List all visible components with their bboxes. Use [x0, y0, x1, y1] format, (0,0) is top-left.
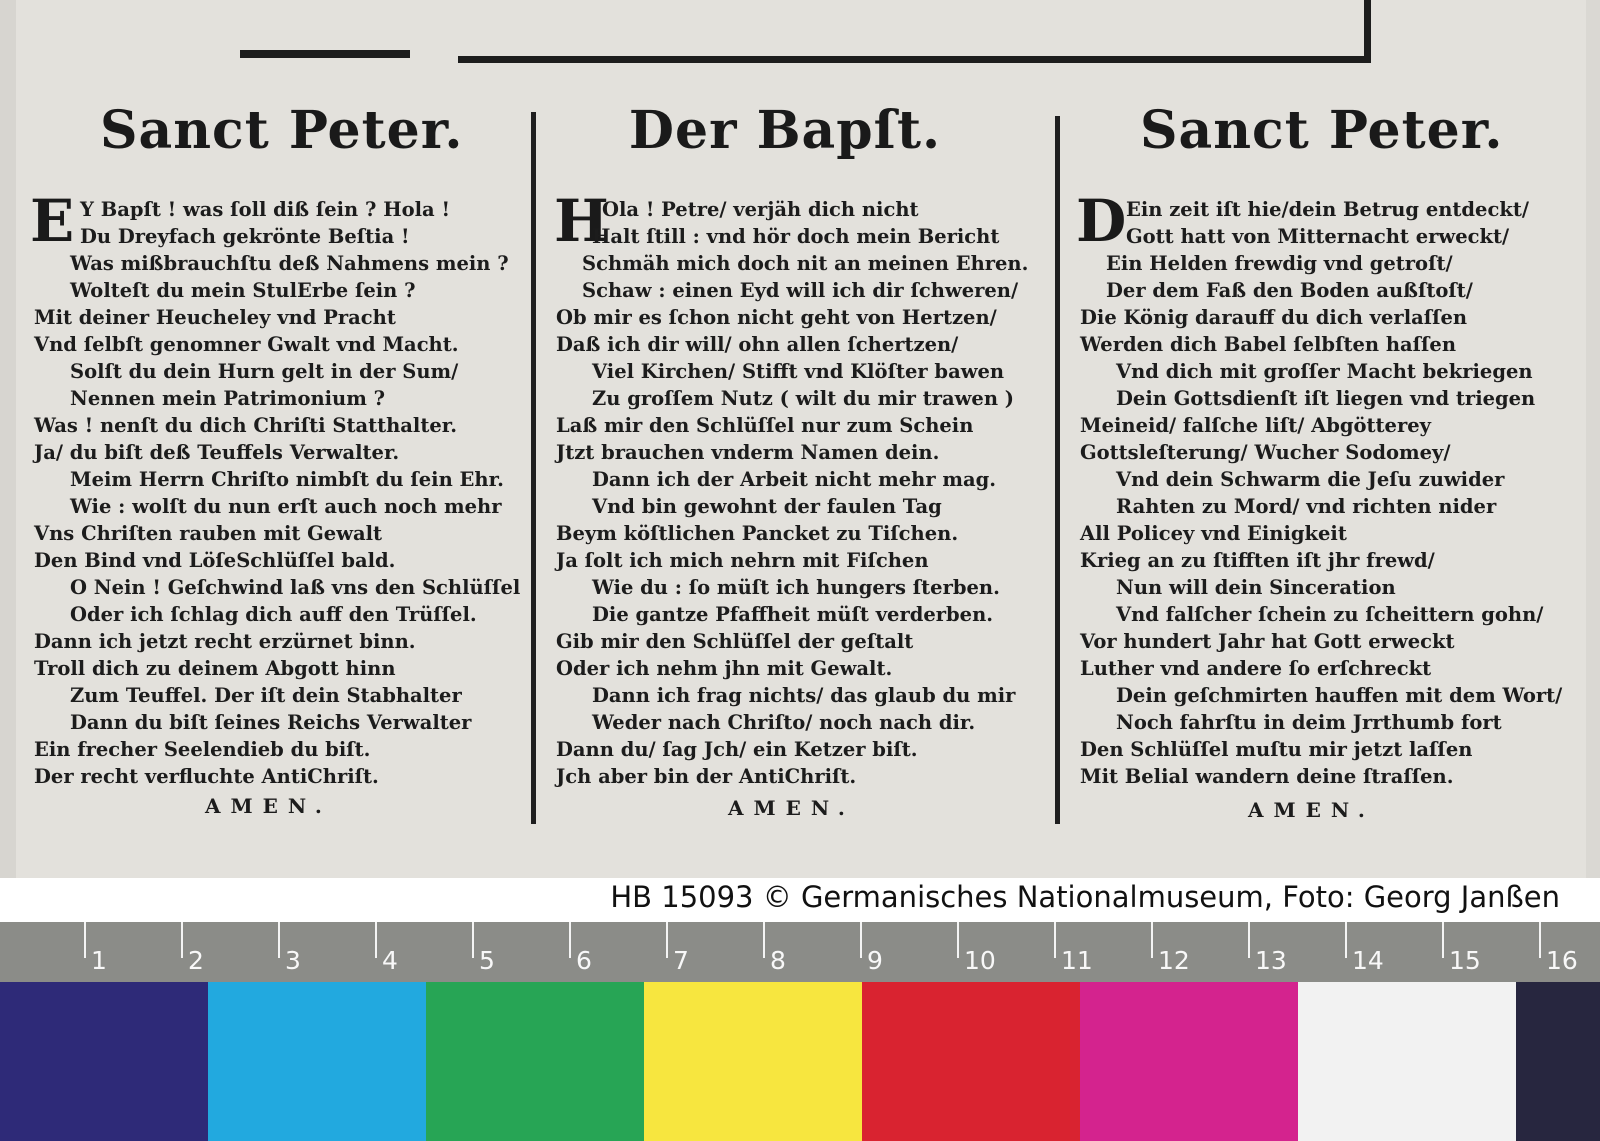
verse-line: Solſt du dein Hurn gelt in der Sum/ [70, 360, 459, 383]
verse-line: Wie du : ſo müſt ich hungers ſterben. [592, 576, 1000, 599]
verse-line: Jtzt brauchen vnderm Namen dein. [556, 441, 940, 464]
drop-capital: E [30, 187, 75, 255]
ruler-tick [1539, 922, 1541, 958]
photo-credit-caption: HB 15093 © Germanisches Nationalmuseum, Foto: Georg Janßen [610, 880, 1560, 914]
drop-capital: H [554, 187, 609, 255]
ruler-label: 13 [1255, 946, 1287, 975]
verse-line: Werden dich Babel ſelbſten haſſen [1080, 333, 1457, 356]
ruler-label: 6 [576, 946, 592, 975]
column-divider [531, 112, 536, 824]
verse-line: Gottsleſterung/ Wucher Sodomey/ [1080, 441, 1451, 464]
ruler-tick [569, 922, 571, 958]
verse-block [1080, 196, 1562, 790]
amen-closing: AMEN. [728, 796, 855, 820]
verse-line: Ein Helden frewdig vnd getroſt/ [1106, 252, 1453, 275]
verse-line: Den Schlüſſel muſtu mir jetzt laſſen [1080, 738, 1473, 761]
verse-line: Luther vnd andere ſo erſchreckt [1080, 657, 1432, 680]
frame-border-corner [1364, 0, 1371, 63]
verse-line: Vnd bin gewohnt der faulen Tag [592, 495, 942, 518]
verse-line: Ja/ du biſt deß Teuffels Verwalter. [34, 441, 400, 464]
verse-line: Vns Chriſten rauben mit Gewalt [34, 522, 383, 545]
ruler-tick [1054, 922, 1056, 958]
color-swatch [1516, 982, 1600, 1141]
ruler-label: 10 [964, 946, 996, 975]
verse-line: Zum Teuffel. Der iſt dein Stabhalter [70, 684, 462, 707]
drop-capital: D [1076, 187, 1127, 255]
frame-border-left [240, 50, 410, 58]
verse-line: Ja ſolt ich mich nehrn mit Fiſchen [556, 549, 929, 572]
verse-line: Troll dich zu deinem Abgott hinn [34, 657, 396, 680]
verse-line: Oder ich ſchlag dich auff den Trüſſel. [70, 603, 477, 626]
verse-line: Was ! nenſt du dich Chriſti Statthalter. [34, 414, 458, 437]
verse-line: Dann ich jetzt recht erzürnet binn. [34, 630, 416, 653]
verse-block [34, 196, 520, 790]
ruler-label: 11 [1061, 946, 1093, 975]
ruler-label: 4 [382, 946, 398, 975]
color-swatch [644, 982, 862, 1141]
color-swatch [1080, 982, 1298, 1141]
ruler-label: 14 [1352, 946, 1384, 975]
verse-line: Laß mir den Schlüſſel nur zum Schein [556, 414, 974, 437]
color-swatch [1298, 982, 1516, 1141]
verse-line: Y Bapſt ! was ſoll diß ſein ? Hola ! [80, 198, 451, 221]
verse-line: Nun will dein Sinceration [1116, 576, 1396, 599]
verse-line: Der recht verfluchte AntiChriſt. [34, 765, 379, 788]
verse-line: Vnd falſcher ſchein zu ſcheittern gohn/ [1116, 603, 1544, 626]
verse-line: Den Bind vnd LöſeSchlüſſel bald. [34, 549, 396, 572]
verse-line: Dann ich frag nichts/ das glaub du mir [592, 684, 1016, 707]
verse-line: Vnd ſelbſt genomner Gwalt vnd Macht. [34, 333, 459, 356]
verse-line: Mit Belial wandern deine ſtraſſen. [1080, 765, 1454, 788]
verse-line: Der dem Faß den Boden außſtoſt/ [1106, 279, 1473, 302]
ruler-label: 1 [91, 946, 107, 975]
verse-line: Beym köſtlichen Pancket zu Tiſchen. [556, 522, 959, 545]
verse-line: Viel Kirchen/ Stifft vnd Klöſter bawen [592, 360, 1005, 383]
column-title: Sanct Peter. [100, 100, 464, 161]
verse-line: Nennen mein Patrimonium ? [70, 387, 386, 410]
verse-line: Dann du/ ſag Jch/ ein Ketzer biſt. [556, 738, 918, 761]
verse-line: Was mißbrauchſtu deß Nahmens mein ? [70, 252, 509, 275]
ruler-tick [1345, 922, 1347, 958]
ruler-label: 15 [1449, 946, 1481, 975]
verse-line: Noch fahrſtu in deim Jrrthumb fort [1116, 711, 1502, 734]
verse-line: Mit deiner Heucheley vnd Pracht [34, 306, 396, 329]
verse-line: Die gantze Pfaffheit müſt verderben. [592, 603, 994, 626]
verse-line: Ob mir es ſchon nicht geht von Hertzen/ [556, 306, 997, 329]
ruler-label: 7 [673, 946, 689, 975]
verse-line: Weder nach Chriſto/ noch nach dir. [592, 711, 976, 734]
column-divider [1055, 116, 1060, 824]
verse-line: Krieg an zu ſtifften iſt jhr frewd/ [1080, 549, 1435, 572]
verse-line: Ein zeit iſt hie/dein Betrug entdeckt/ [1126, 198, 1529, 221]
ruler-label: 5 [479, 946, 495, 975]
verse-line: Die König darauff du dich verlaſſen [1080, 306, 1468, 329]
amen-closing: AMEN. [1248, 798, 1375, 822]
verse-line: Vnd dich mit groſſer Macht bekriegen [1116, 360, 1533, 383]
ruler-tick [666, 922, 668, 958]
verse-block [556, 196, 1028, 790]
verse-line: Schaw : einen Eyd will ich dir ſchweren/ [582, 279, 1019, 302]
verse-line: O Nein ! Geſchwind laß vns den Schlüſſel [70, 576, 521, 599]
column-title: Sanct Peter. [1140, 100, 1504, 161]
verse-line: Vor hundert Jahr hat Gott erweckt [1080, 630, 1455, 653]
ruler-tick [278, 922, 280, 958]
verse-line: Meineid/ falſche liſt/ Abgötterey [1080, 414, 1431, 437]
verse-line: Oder ich nehm jhn mit Gewalt. [556, 657, 893, 680]
ruler-tick [957, 922, 959, 958]
verse-line: Dein geſchmirten hauffen mit dem Wort/ [1116, 684, 1563, 707]
verse-line: Zu groſſem Nutz ( wilt du mir trawen ) [592, 387, 1015, 410]
ruler-tick [763, 922, 765, 958]
verse-line: Wolteſt du mein StulErbe ſein ? [70, 279, 416, 302]
verse-line: Gib mir den Schlüſſel der geſtalt [556, 630, 914, 653]
color-calibration-strip [0, 982, 1600, 1141]
color-swatch [208, 982, 426, 1141]
verse-line: Du Dreyfach gekrönte Beſtia ! [80, 225, 410, 248]
ruler-tick [1248, 922, 1250, 958]
ruler-tick [84, 922, 86, 958]
ruler-tick [472, 922, 474, 958]
verse-line: Ola ! Petre/ verjäh dich nicht [602, 198, 919, 221]
verse-line: Meim Herrn Chriſto nimbſt du ſein Ehr. [70, 468, 504, 491]
ruler-label: 16 [1546, 946, 1578, 975]
verse-line: Wie : wolſt du nun erſt auch noch mehr [70, 495, 502, 518]
verse-line: Gott hatt von Mitternacht erweckt/ [1126, 225, 1510, 248]
verse-line: Schmäh mich doch nit an meinen Ehren. [582, 252, 1029, 275]
paper-edge [1586, 0, 1600, 878]
amen-closing: AMEN. [205, 794, 332, 818]
ruler-tick [375, 922, 377, 958]
color-swatch [426, 982, 644, 1141]
color-swatch [0, 982, 208, 1141]
paper-edge [0, 0, 16, 878]
ruler-label: 12 [1158, 946, 1190, 975]
verse-line: Dann du biſt ſeines Reichs Verwalter [70, 711, 472, 734]
verse-line: Dann ich der Arbeit nicht mehr mag. [592, 468, 997, 491]
verse-line: Jch aber bin der AntiChriſt. [556, 765, 857, 788]
ruler-tick [860, 922, 862, 958]
frame-border-main [458, 56, 1368, 63]
column-title: Der Bapſt. [628, 100, 942, 161]
verse-line: All Policey vnd Einigkeit [1080, 522, 1347, 545]
ruler-label: 3 [285, 946, 301, 975]
ruler-label: 8 [770, 946, 786, 975]
ruler-label: 9 [867, 946, 883, 975]
verse-line: Ein frecher Seelendieb du biſt. [34, 738, 371, 761]
verse-line: Halt ſtill : vnd hör doch mein Bericht [592, 225, 1000, 248]
ruler-tick [1151, 922, 1153, 958]
color-swatch [862, 982, 1080, 1141]
verse-line: Vnd dein Schwarm die Jeſu zuwider [1116, 468, 1505, 491]
ruler-tick [1442, 922, 1444, 958]
verse-line: Rahten zu Mord/ vnd richten nider [1116, 495, 1497, 518]
ruler-tick [181, 922, 183, 958]
measurement-ruler [0, 922, 1600, 982]
ruler-label: 2 [188, 946, 204, 975]
verse-line: Daß ich dir will/ ohn allen ſchertzen/ [556, 333, 959, 356]
verse-line: Dein Gottsdienſt iſt liegen vnd triegen [1116, 387, 1536, 410]
